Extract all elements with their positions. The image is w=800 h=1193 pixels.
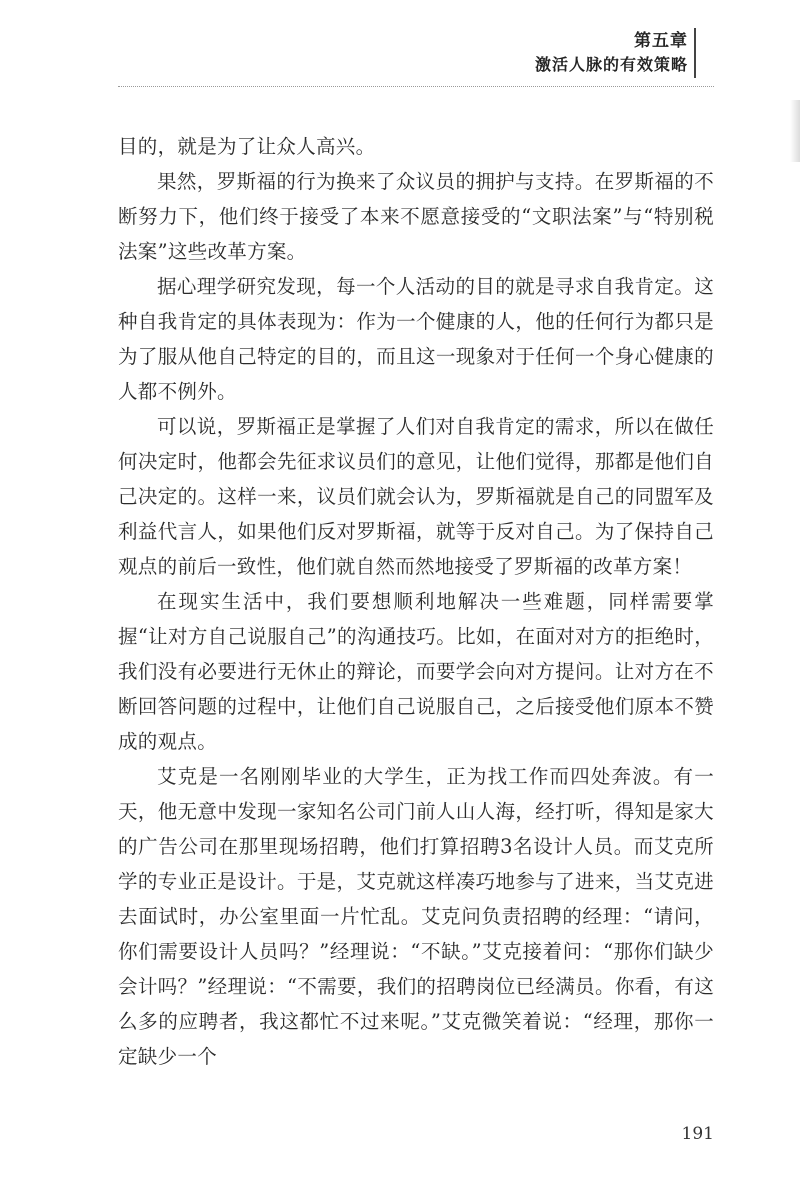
running-header	[520, 30, 688, 76]
header-dotted-rule	[118, 86, 714, 87]
header-vertical-bar	[694, 28, 696, 78]
paragraph-6: 艾克是一名刚刚毕业的大学生，正为找工作而四处奔波。有一天，他无意中发现一家知名公司门前人山人海，经打听，得知是家大的广告公司在那里现场招聘，他们打算招聘3名设计人员。而艾克所学的专业正是设计。于是，艾克就这样凑巧地参与了进来，当艾克进去面试时，办公室里面一片忙乱。艾克问负责招聘的经理：“请问，你们需要设计人员吗？”经理说：“不缺。”艾克接着问：“那你们缺少会计吗？”经理说：“不需要，我们的招聘岗位已经满员。你看，有这么多的应聘者，我这都忙不过来呢。”艾克微笑着说：“经理，那你一定缺少一个	[118, 765, 714, 1068]
paragraph-3: 据心理学研究发现，每一个人活动的目的就是寻求自我肯定。这种自我肯定的具体表现为：作为一个健康的人，他的任何行为都只是为了服从他自己特定的目的，而且这一现象对于任何一个身心健康的人都不例外。	[118, 275, 714, 403]
chapter-subtitle: 激活人脉的有效策略	[534, 55, 688, 74]
body-text	[118, 129, 714, 1074]
chapter-title: 第五章	[634, 31, 688, 51]
page-edge-shade	[790, 100, 800, 162]
paragraph-2: 果然，罗斯福的行为换来了众议员的拥护与支持。在罗斯福的不断努力下，他们终于接受了本来不愿意接受的“文职法案”与“特别税法案”这些改革方案。	[118, 170, 714, 263]
page-number: 191	[681, 1124, 714, 1144]
paragraph-5: 在现实生活中，我们要想顺利地解决一些难题，同样需要掌握“让对方自己说服自己”的沟通技巧。比如，在面对对方的拒绝时，我们没有必要进行无休止的辩论，而要学会向对方提问。让对方在不断回答问题的过程中，让他们自己说服自己，之后接受他们原本不赞成的观点。	[118, 590, 714, 753]
paragraph-4: 可以说，罗斯福正是掌握了人们对自我肯定的需求，所以在做任何决定时，他都会先征求议员们的意见，让他们觉得，那都是他们自己决定的。这样一来，议员们就会认为，罗斯福就是自己的同盟军及利益代言人，如果他们反对罗斯福，就等于反对自己。为了保持自己观点的前后一致性，他们就自然而然地接受了罗斯福的改革方案！	[118, 415, 714, 578]
paragraph-1: 目的，就是为了让众人高兴。	[118, 135, 376, 158]
